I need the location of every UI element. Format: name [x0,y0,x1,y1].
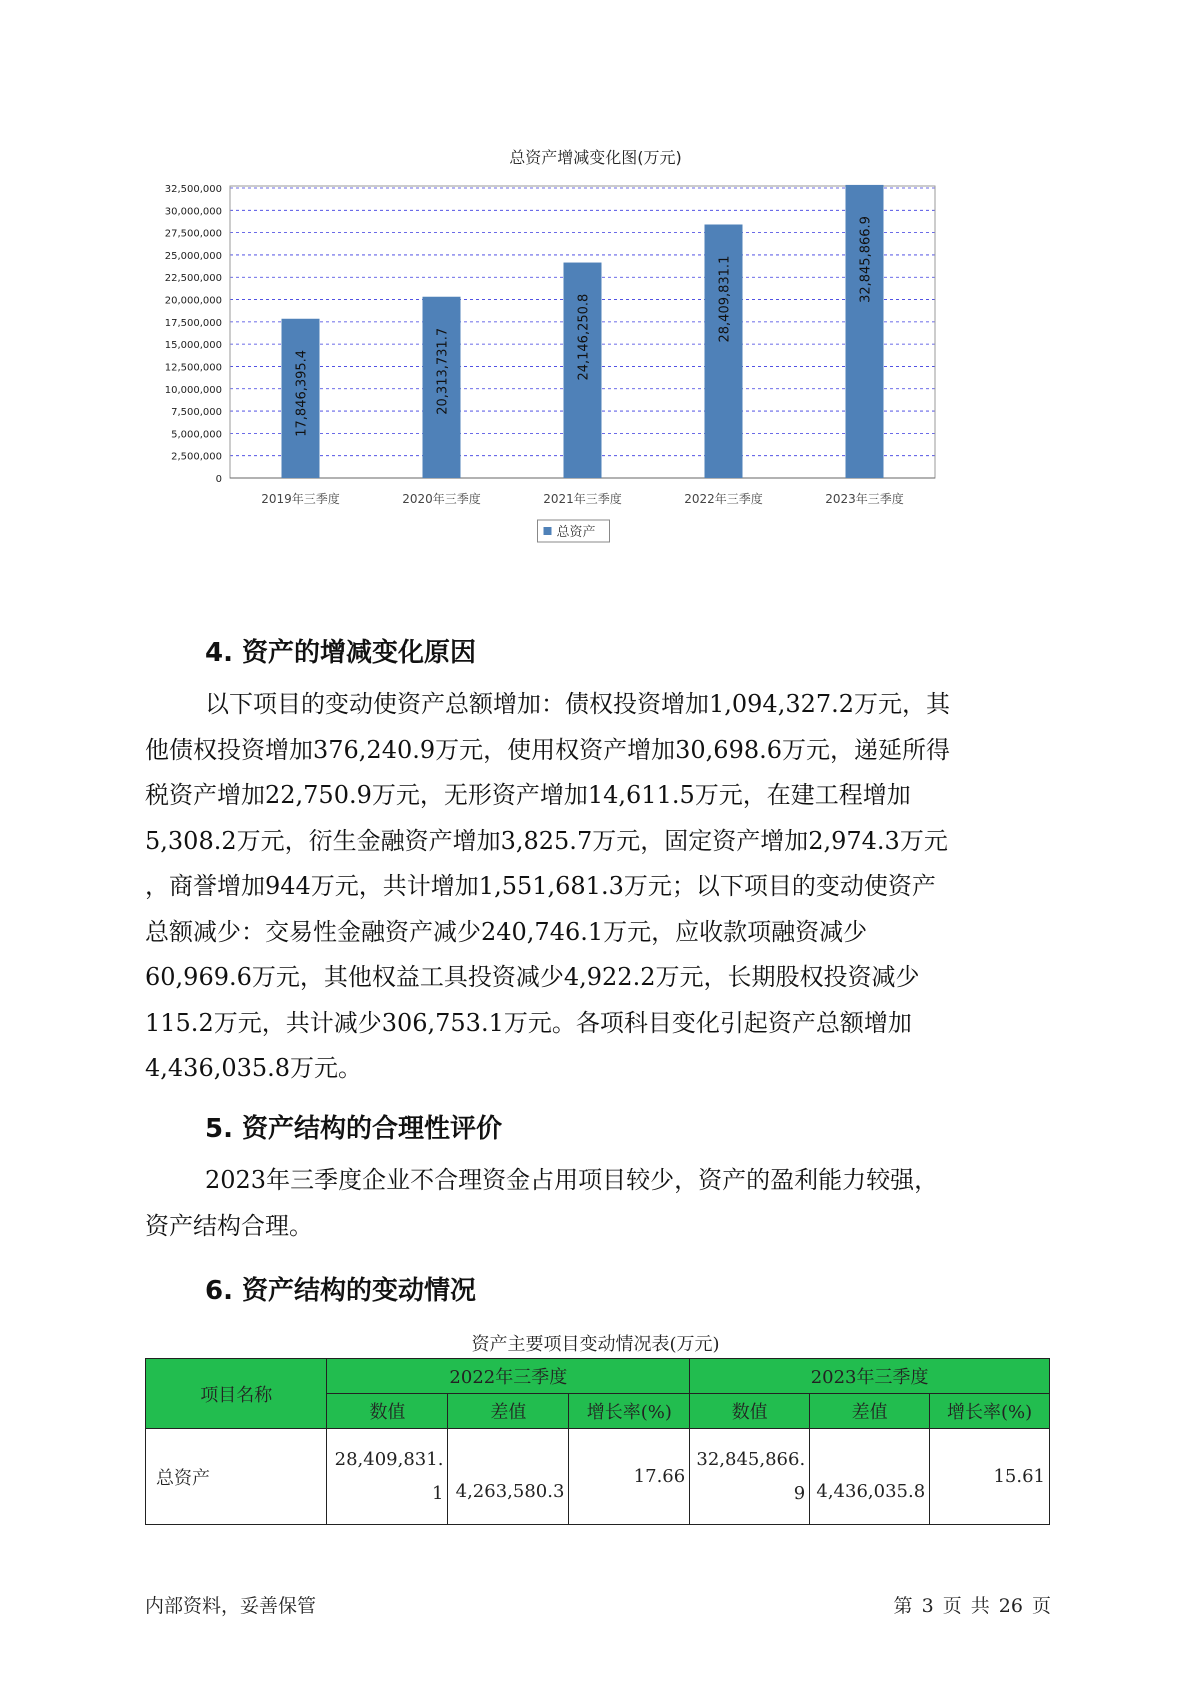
paragraph-line: 他债权投资增加376,240.9万元，使用权资产增加30,698.6万元，递延所得 [145,735,951,764]
cell-2022-rate: 17.66 [569,1429,690,1525]
bar-value-label: 20,313,731.7 [435,327,451,415]
paragraph-line: 5,308.2万元，衍生金融资产增加3,825.7万元，固定资产增加2,974.3万元 [145,826,948,855]
cell-2023-diff: 4,436,035.8 [810,1429,930,1525]
col-header-name: 项目名称 [146,1359,327,1429]
x-tick-label: 2022年三季度 [684,492,763,506]
legend-label: 总资产 [556,525,596,540]
cell-2022-value [327,1429,448,1525]
bar-value-label: 28,409,831.1 [717,255,733,343]
cell-2023-value [690,1429,810,1525]
subheader-diff: 差值 [448,1394,569,1429]
table-row [146,1429,1050,1525]
y-tick-label: 32,500,000 [164,184,222,195]
cell-2022-diff: 4,263,580.3 [448,1429,569,1525]
total-assets-bar-chart [150,170,950,550]
cell-2022-value-main: 28,409,831. [334,1448,444,1470]
x-tick-label: 2021年三季度 [543,492,622,506]
section-5-heading: 5. 资产结构的合理性评价 [205,1114,503,1144]
y-tick-label: 20,000,000 [164,295,222,307]
paragraph-line: 以下项目的变动使资产总额增加：债权投资增加1,094,327.2万元，其 [205,690,951,718]
period-header-2022: 2022年三季度 [327,1359,690,1394]
subheader-value: 数值 [327,1394,448,1429]
paragraph-line: 税资产增加22,750.9万元，无形资产增加14,611.5万元，在建工程增加 [145,781,911,809]
table-header-row [146,1359,1050,1394]
row-name: 总资产 [146,1429,327,1525]
legend-swatch [544,527,552,535]
y-tick-label: 30,000,000 [164,206,222,218]
y-tick-label: 15,000,000 [164,340,222,352]
paragraph-line: 总额减少：交易性金融资产减少240,746.1万元，应收款项融资减少 [145,917,868,946]
asset-change-table [145,1358,1050,1525]
footer-page-number: 第 3 页 共 26 页 [893,1595,1051,1617]
y-tick-label: 0 [215,474,222,485]
x-tick-label: 2019年三季度 [261,492,340,506]
paragraph-line: ，商誉增加944万元，共计增加1,551,681.3万元；以下项目的变动使资产 [145,872,936,900]
paragraph-line: 2023年三季度企业不合理资金占用项目较少，资产的盈利能力较强， [205,1166,939,1194]
section-4-heading: 4. 资产的增减变化原因 [205,638,477,668]
x-tick-label: 2020年三季度 [402,492,481,506]
x-tick-label: 2023年三季度 [825,492,904,506]
section-4-paragraph [145,682,1055,1092]
footer-confidential-note: 内部资料，妥善保管 [145,1595,317,1617]
y-tick-label: 17,500,000 [164,317,222,329]
y-tick-label: 27,500,000 [164,228,222,240]
subheader-value: 数值 [690,1394,810,1429]
y-tick-label: 22,500,000 [164,273,222,285]
y-tick-label: 5,000,000 [171,429,222,441]
y-tick-label: 12,500,000 [164,362,222,374]
subheader-rate: 增长率(%) [569,1394,690,1429]
cell-2023-rate: 15.61 [930,1429,1050,1525]
y-tick-label: 10,000,000 [164,384,222,396]
cell-2023-value-wrap: 9 [793,1482,806,1504]
y-tick-label: 25,000,000 [164,250,222,262]
bar-value-label: 17,846,395.4 [294,349,310,437]
paragraph-line: 60,969.6万元，其他权益工具投资减少4,922.2万元，长期股权投资减少 [145,963,920,991]
y-tick-label: 7,500,000 [171,407,222,419]
section-5-paragraph [145,1158,1055,1249]
section-6-heading: 6. 资产结构的变动情况 [205,1276,477,1306]
subheader-diff: 差值 [810,1394,930,1429]
y-tick-label: 2,500,000 [171,451,222,463]
subheader-rate: 增长率(%) [930,1394,1050,1429]
bar-value-label: 24,146,250.8 [576,293,592,381]
chart-legend [538,520,610,542]
chart-title: 总资产增减变化图(万元) [509,148,682,167]
paragraph-line: 资产结构合理。 [145,1211,313,1240]
cell-2022-value-wrap: 1 [431,1482,444,1504]
paragraph-line: 115.2万元，共计减少306,753.1万元。各项科目变化引起资产总额增加 [145,1008,912,1037]
paragraph-line: 4,436,035.8万元。 [145,1054,363,1082]
cell-2023-value-main: 32,845,866. [696,1448,806,1470]
period-header-2023: 2023年三季度 [690,1359,1050,1394]
bar-value-label: 32,845,866.9 [858,216,874,303]
table-caption: 资产主要项目变动情况表(万元) [471,1334,720,1355]
